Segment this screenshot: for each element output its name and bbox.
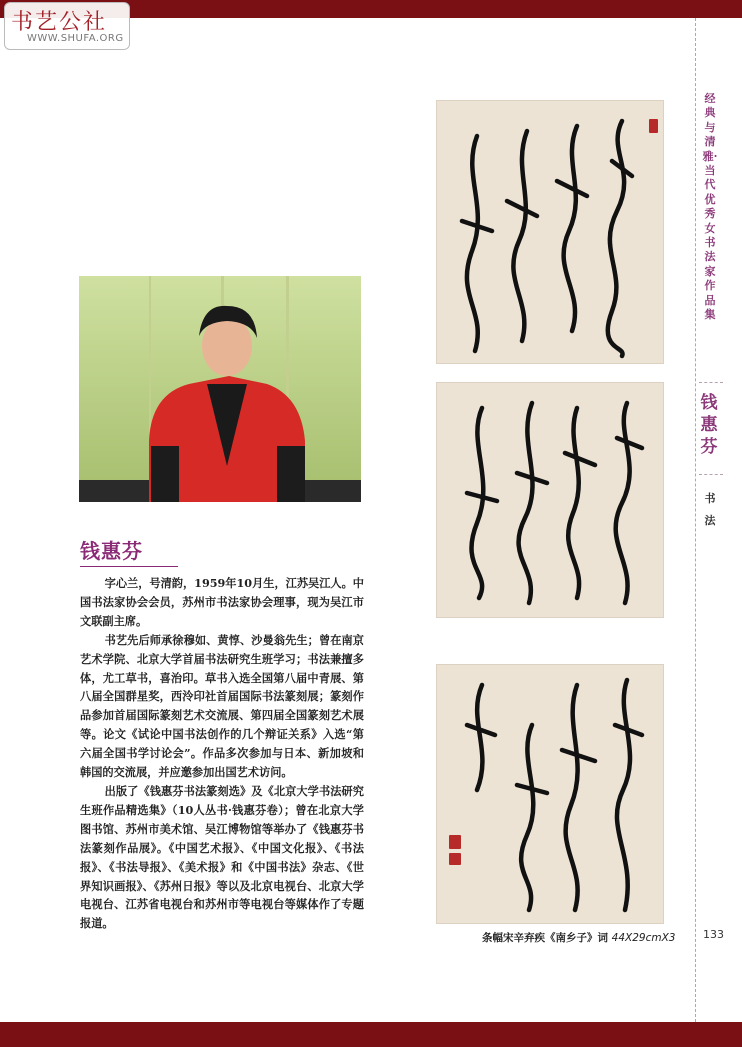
calligraphy-strokes [437, 665, 663, 923]
seal-mark [649, 119, 658, 133]
artist-biography [80, 574, 364, 933]
site-logo[interactable] [4, 2, 130, 50]
bio-paragraph: 书艺先后师承徐穆如、黄惇、沙曼翁先生；曾在南京艺术学院、北京大学首届书法研究生班学习；书法兼擅多体，尤工草书，喜治印。草书入选全国第八届中青展、第八届全国群星奖，西泠印社首届国际书法篆刻展；篆刻作品参加首届国际篆刻艺术交流展、第四届全国篆刻艺术展等。论文《试论中国书法创作的几个辩证关系》入选“第六届全国书学讨论会”。作品多次参加与日本、新加坡和韩国的交流展，并应邀参加出国艺术访问。 [80, 632, 364, 780]
sidebar-divider [695, 18, 696, 1022]
artist-name-heading: 钱惠芬 [80, 539, 143, 563]
calligraphy-panel-2 [436, 382, 664, 618]
sidebar-separator [699, 382, 723, 383]
seal-mark [449, 853, 461, 865]
artwork-caption [482, 930, 675, 945]
seal-mark [449, 835, 461, 849]
logo-url: WWW.SHUFA.ORG [27, 33, 124, 44]
heading-underline [80, 566, 178, 567]
portrait-figure [79, 276, 361, 502]
bio-paragraph: 字心兰，号清韵，1959年10月生，江苏吴江人。中国书法家协会会员，苏州市书法家协会理事，现为吴江市文联副主席。 [80, 576, 364, 628]
calligraphy-panel-1 [436, 100, 664, 364]
sidebar-separator [699, 474, 723, 475]
page-number: 133 [703, 928, 724, 941]
calligraphy-strokes [437, 383, 663, 617]
sidebar-category: 书法 [704, 492, 716, 527]
calligraphy-panel-3 [436, 664, 664, 924]
caption-title: 条幅宋辛弃疾《南乡子》词 [482, 932, 608, 944]
sidebar-artist-name: 钱惠芬 [700, 393, 718, 457]
artist-photo [79, 276, 361, 502]
logo-text: 书艺公社 [11, 10, 108, 35]
series-title: 经典与清雅·当代优秀女书法家作品集 [702, 92, 718, 322]
calligraphy-strokes [437, 101, 663, 363]
bottom-banner [0, 1022, 742, 1047]
caption-size: 44X29cmX3 [611, 932, 676, 944]
bio-paragraph: 出版了《钱惠芬书法篆刻选》及《北京大学书法研究生班作品精选集》（10人丛书·钱惠芬卷）；曾在北京大学图书馆、苏州市美术馆、吴江博物馆等举办了《钱惠芬书法篆刻作品展》。《中国艺术报》、《中国文化报》、《书法报》、《书法导报》、《美术报》和《中国书法》杂志、《世界知识画报》、《苏州日报》等以及北京电视台、北京大学电视台、江苏省电视台和苏州市等电视台等媒体作了专题报道。 [80, 783, 364, 931]
